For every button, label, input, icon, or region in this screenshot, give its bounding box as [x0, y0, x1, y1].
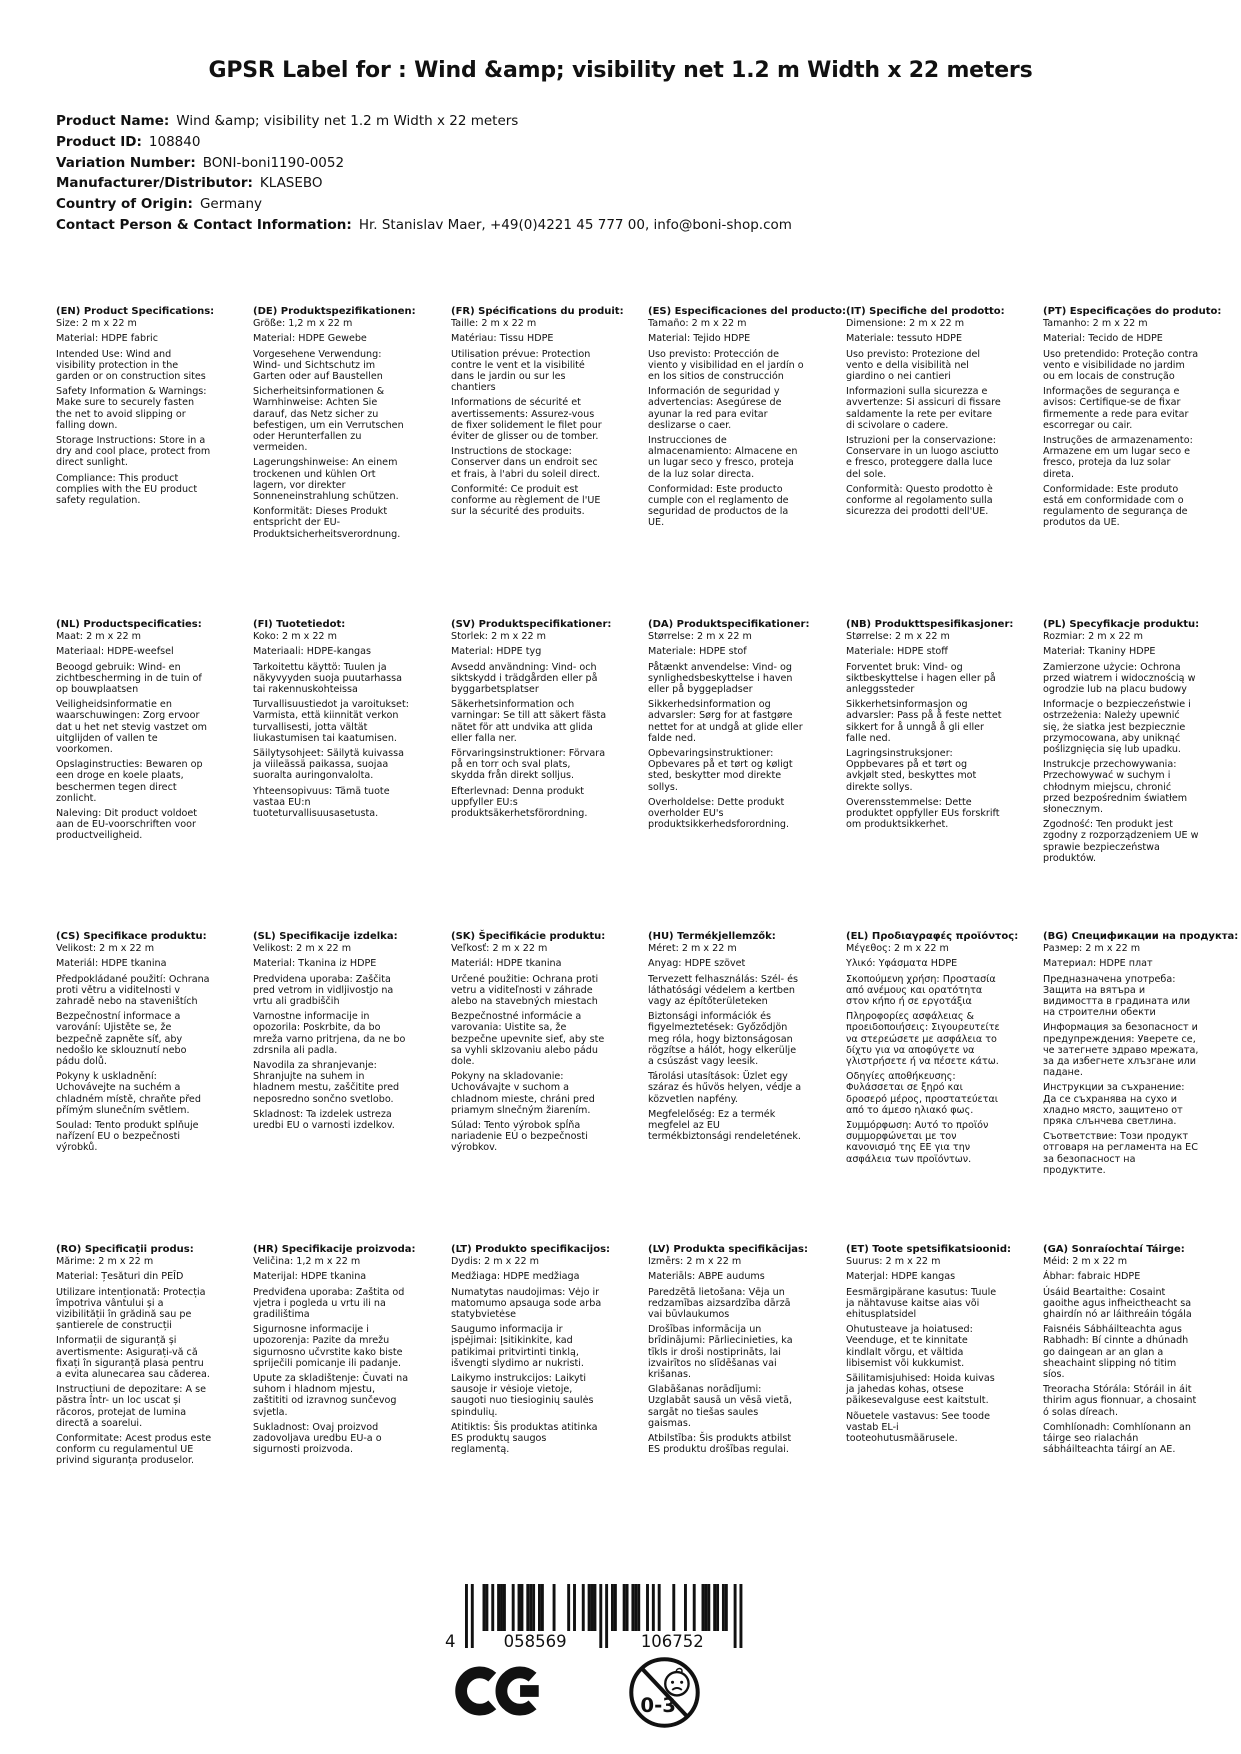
block-title: (SL) Specifikacije izdelka:	[253, 931, 398, 942]
spec-item: Uso previsto: Protezione del vento e della visibilità nel giardino o nei cantieri	[846, 348, 981, 383]
spec-block-ro	[56, 1244, 212, 1471]
spec-item: Materjal: HDPE kangas	[846, 1271, 956, 1283]
spec-item: Beoogd gebruik: Wind- en zichtbescherming in de tuin of op bouwplaatsen	[56, 661, 202, 696]
info-value: 108840	[148, 133, 201, 150]
product-info-line	[56, 156, 792, 170]
spec-item: Größe: 1,2 m x 22 m	[253, 318, 353, 330]
spec-item: Conformité: Ce produit est conforme au règlement de l'UE sur la sécurité des produits.	[451, 483, 601, 518]
spec-block-sv	[451, 619, 612, 823]
spec-item: Storlek: 2 m x 22 m	[451, 631, 546, 643]
block-title: (NL) Productspecificaties:	[56, 619, 202, 630]
spec-item: Instrucciones de almacenamiento: Almacene en un lugar seco y fresco, proteja de la luz solar directa.	[648, 435, 798, 480]
spec-block-fr	[451, 306, 624, 521]
block-title: (FI) Tuotetiedot:	[253, 619, 346, 630]
spec-item: Istruzioni per la conservazione: Conservare in un luogo asciutto e fresco, proteggere dalla luce del sole.	[846, 435, 999, 480]
spec-item: Paredzētā lietošana: Vēja un redzamības aizsardzība dārzā vai būvlaukumos	[648, 1286, 791, 1321]
spec-item: Ohutusteave ja hoiatused: Veenduge, et te kinnitate kindlalt võrgu, et vältida libisemist või kukkumist.	[846, 1324, 973, 1369]
spec-item: Varnostne informacije in opozorila: Poskrbite, da bo mreža varno pritrjena, da ne bo zdrsnila ali padla.	[253, 1011, 406, 1056]
spec-item: Materiál: HDPE tkanina	[56, 958, 167, 970]
product-info-line	[56, 218, 792, 232]
spec-block-ga	[1043, 1244, 1199, 1459]
spec-item: Информация за безопасност и предупреждения: Уверете се, че затегнете здраво мрежата, за да избегнете хлъзгане или падане.	[1043, 1022, 1199, 1079]
spec-item: Información de seguridad y advertencias: Asegúrese de ayunar la red para evitar deslizarse o caer.	[648, 386, 782, 431]
spec-item: Opbevaringsinstruktioner: Opbevares på et tørt og køligt sted, beskytter mod direkte sollys.	[648, 748, 793, 793]
block-title: (SK) Špecifikácie produktu:	[451, 931, 606, 942]
spec-item: Conformitate: Acest produs este conform cu regulamentul UE privind siguranța produselor.	[56, 1433, 212, 1467]
spec-item: Instrucțiuni de depozitare: A se păstra într- un loc uscat și răcoros, protejat de lumina directă a soarelui.	[56, 1384, 207, 1429]
info-label: Manufacturer/Distributor:	[56, 175, 253, 192]
ce-mark-icon	[455, 1664, 539, 1722]
spec-item: Sukladnost: Ovaj proizvod zadovoljava uredbu EU-a o sigurnosti proizvoda.	[253, 1421, 382, 1456]
spec-item: Predvidena uporaba: Zaščita pred vetrom in vidljivostjo na vrtu ali gradbiščih	[253, 973, 394, 1008]
block-title: (EL) Προδιαγραφές προϊόντος:	[846, 931, 1019, 942]
barcode-right-digits: 106752	[640, 1632, 704, 1651]
spec-item: Conformidade: Este produto está em conformidade com o regulamento de segurança de produtos da UE.	[1043, 483, 1188, 529]
baby-face-icon	[665, 1672, 688, 1695]
spec-item: Eesmärgipärane kasutus: Tuule ja nähtavuse kaitse aias või ehitusplatsidel	[846, 1286, 997, 1321]
spec-item: Comhlíonadh: Comhlíonann an táirge seo rialachán sábháilteachta táirgí an AE.	[1043, 1421, 1191, 1456]
spec-item: Material: HDPE fabric	[56, 333, 158, 345]
spec-item: Material: Țesături din PEÎD	[56, 1271, 184, 1283]
info-label: Product ID:	[56, 133, 142, 150]
block-title: (FR) Spécifications du produit:	[451, 306, 624, 317]
spec-item: Předpokládané použití: Ochrana proti větru a viditelnosti v zahradě nebo na staveništích	[56, 973, 210, 1008]
block-title: (SV) Produktspecifikationer:	[451, 619, 612, 630]
block-title: (ET) Toote spetsifikatsioonid:	[846, 1244, 1012, 1255]
spec-item: Storage Instructions: Store in a dry and cool place, protect from direct sunlight.	[56, 435, 211, 469]
block-title: (BG) Спецификации на продукта:	[1043, 931, 1239, 942]
spec-item: Yhteensopivuus: Tämä tuote vastaa EU:n tuoteturvallisuusasetusta.	[253, 785, 390, 820]
spec-item: Vorgesehene Verwendung: Wind- und Sichtschutz im Garten oder auf Baustellen	[253, 348, 383, 383]
spec-item: Πληροφορίες ασφάλειας & προειδοποιήσεις: Σιγουρευτείτε να στερεώσετε με ασφάλεια το δίχτυ για να αποφύγετε να γλιστρήσετε ή να πέσετε κάτω.	[846, 1011, 1000, 1068]
spec-item: Turvallisuustiedot ja varoitukset: Varmista, että kiinnität verkon turvallisesti, jotta vältät liukastumisen tai kaatumisen.	[253, 699, 409, 744]
spec-item: Informations de sécurité et avertissements: Assurez-vous de fixer solidement le filet pour éviter de glisser ou de tomber.	[451, 397, 602, 443]
spec-item: Material: HDPE Gewebe	[253, 333, 367, 345]
spec-item: Atitiktis: Šis produktas atitinka ES produktų saugos reglamentą.	[451, 1421, 598, 1456]
info-label: Product Name:	[56, 113, 170, 129]
spec-item: Drošības informācija un brīdinājumi: Pārliecinieties, ka tīkls ir droši nostiprināts, lai izvairītos no slīdēšanas vai krišanas.	[648, 1324, 793, 1381]
barcode-first-digit: 4	[445, 1632, 456, 1651]
spec-item: Dimensione: 2 m x 22 m	[846, 318, 965, 330]
spec-item: Materiał: Tkaniny HDPE	[1043, 646, 1156, 658]
spec-item: Μέγεθος: 2 m x 22 m	[846, 943, 949, 955]
spec-item: Biztonsági információk és figyelmeztetések: Győződjön meg róla, hogy biztonságosan rögzítse a hálót, hogy elkerülje a csúszást vagy leesik.	[648, 1011, 797, 1068]
spec-item: Safety Information & Warnings: Make sure to securely fasten the net to avoid slipping or falling down.	[56, 386, 207, 431]
spec-item: Matériau: Tissu HDPE	[451, 333, 554, 345]
spec-item: Tarkoitettu käyttö: Tuulen ja näkyvyyden suoja puutarhassa tai rakennuskohteissa	[253, 661, 403, 696]
spec-block-lt	[451, 1244, 611, 1459]
spec-item: Предназначена употреба: Защита на вятъра и видимостта в градината или на строителни обекти	[1043, 973, 1191, 1019]
info-label: Variation Number:	[56, 154, 196, 171]
spec-block-el	[846, 931, 1019, 1169]
spec-block-nb	[846, 619, 1014, 834]
spec-item: Tamanho: 2 m x 22 m	[1043, 318, 1148, 330]
spec-item: Izmērs: 2 m x 22 m	[648, 1256, 742, 1268]
ean13-barcode	[441, 1584, 743, 1655]
spec-item: Pokyny na skladovanie: Uchovávajte v suchom a chladnom mieste, chráni pred priamym slnečným žiarením.	[451, 1071, 595, 1116]
spec-item: Méret: 2 m x 22 m	[648, 943, 737, 955]
spec-block-lv	[648, 1244, 808, 1459]
spec-item: Avsedd användning: Vind- och siktskydd i trädgården eller på byggarbetsplatser	[451, 661, 598, 696]
age-warning-0-3-icon	[628, 1656, 701, 1733]
spec-item: Overensstemmelse: Dette produktet oppfyller EUs forskrift om produktsikkerhet.	[846, 796, 1000, 831]
barcode-left-digits: 058569	[503, 1632, 567, 1651]
spec-item: Säkerhetsinformation och varningar: Se till att säkert fästa nätet för att undvika att glida eller falla ner.	[451, 699, 607, 744]
info-value: Wind &amp; visibility net 1.2 m Width x 22 meters	[176, 113, 519, 129]
spec-item: Instruções de armazenamento: Armazene em um lugar seco e fresco, proteja da luz solar direta.	[1043, 435, 1193, 480]
spec-item: Atbilstība: Šis produkts atbilst ES produktu drošības regulai.	[648, 1433, 792, 1456]
spec-item: Numatytas naudojimas: Vėjo ir matomumo apsauga sode arba statybvietėse	[451, 1286, 602, 1321]
block-title: (DE) Produktspezifikationen:	[253, 306, 416, 317]
spec-item: Megfelelőség: Ez a termék megfelel az EU termékbiztonsági rendeletének.	[648, 1108, 801, 1143]
spec-item: Utilizare intenționată: Protecția împotriva vântului și a vizibilității în grădină sau pe șantierele de construcții	[56, 1286, 206, 1332]
spec-block-cs	[56, 931, 212, 1158]
spec-item: Uso previsto: Protección de viento y visibilidad en el jardín o en los sitios de construcción	[648, 348, 804, 383]
info-value: BONI-boni1190-0052	[202, 154, 345, 171]
block-title: (LV) Produkta specifikācijas:	[648, 1244, 808, 1255]
spec-block-bg	[1043, 931, 1239, 1180]
spec-item: Velikost: 2 m x 22 m	[56, 943, 155, 955]
spec-item: Naleving: Dit product voldoet aan de EU-voorschriften voor productveiligheid.	[56, 808, 198, 842]
spec-block-pl	[1043, 619, 1199, 868]
spec-item: Instructions de stockage: Conserver dans un endroit sec et frais, à l'abri du soleil direct.	[451, 446, 601, 480]
product-info-line	[56, 176, 792, 190]
spec-item: Navodila za shranjevanje: Shranjujte na suhem in hladnem mestu, zaščitite pred neposredno sončno svetlobo.	[253, 1060, 400, 1105]
spec-item: Koko: 2 m x 22 m	[253, 631, 337, 643]
spec-item: Sicherheitsinformationen & Warnhinweise: Achten Sie darauf, das Netz sicher zu befestigen, um ein Verrutschen oder Herunterfallen zu vermeiden.	[253, 386, 404, 454]
block-title: (PT) Especificações do produto:	[1043, 306, 1222, 317]
block-title: (NB) Produkttspesifikasjoner:	[846, 619, 1014, 630]
spec-item: Glabāšanas norādījumi: Uzglabāt sausā un vēsā vietā, sargāt no tiešas saules gaismas.	[648, 1384, 793, 1429]
spec-item: Lagringsinstruksjoner: Oppbevares på et tørt og avkjølt sted, beskyttes mot direkte sollys.	[846, 748, 977, 793]
spec-block-da	[648, 619, 810, 834]
spec-block-it	[846, 306, 1005, 521]
spec-item: Laikymo instrukcijos: Laikyti sausoje ir vėsioje vietoje, saugoti nuo tiesioginių saulės spindulių.	[451, 1373, 594, 1418]
spec-item: Säilitamisjuhised: Hoida kuivas ja jahedas kohas, otsese päikesevalguse eest kaitstult.	[846, 1373, 995, 1407]
spec-block-sl	[253, 931, 409, 1135]
product-info-line	[56, 197, 792, 211]
spec-item: Predviđena uporaba: Zaštita od vjetra i pogleda u vrtu ili na gradilištima	[253, 1286, 405, 1321]
spec-item: Materiāls: ABPE audums	[648, 1271, 765, 1283]
spec-item: Medžiaga: HDPE medžiaga	[451, 1271, 580, 1283]
age-warning-label: 0-3	[640, 1694, 677, 1718]
spec-item: Bezpečnostní informace a varování: Ujistěte se, že bezpečně zapněte síť, aby nedošlo ke sklouznutí nebo pádu dolů.	[56, 1011, 187, 1068]
spec-item: Säilytysohjeet: Säilytä kuivassa ja viileässä paikassa, suojaa suoralta auringonvalolta.	[253, 748, 404, 782]
spec-item: Størrelse: 2 m x 22 m	[648, 631, 752, 643]
block-title: (LT) Produkto specifikacijos:	[451, 1244, 611, 1255]
spec-item: Materiál: HDPE tkanina	[451, 958, 562, 970]
spec-item: Súlad: Tento výrobok spĺňa nariadenie EÚ o bezpečnosti výrobkov.	[451, 1120, 588, 1154]
block-title: (EN) Product Specifications:	[56, 306, 215, 317]
spec-block-pt	[1043, 306, 1222, 533]
spec-item: Faisnéis Sábháilteachta agus Rabhadh: Bí cinnte a dhúnadh go daingean ar an glan a sheachaint slipping nó titim síos.	[1043, 1324, 1189, 1381]
spec-item: Pokyny k uskladnění: Uchovávejte na suchém a chladném místě, chraňte před přímým slunečním světlem.	[56, 1071, 201, 1116]
spec-item: Материал: HDPE плат	[1043, 958, 1153, 970]
spec-item: Material: Tkanina iz HDPE	[253, 958, 377, 970]
product-info-line	[56, 114, 792, 128]
spec-item: Materiale: HDPE stof	[648, 646, 747, 658]
spec-item: Materiale: tessuto HDPE	[846, 333, 963, 345]
spec-item: Förvaringsinstruktioner: Förvara på en torr och sval plats, skydda från direkt solljus.	[451, 748, 606, 782]
spec-item: Materiaali: HDPE-kangas	[253, 646, 372, 658]
block-title: (HR) Specifikacije proizvoda:	[253, 1244, 416, 1255]
spec-item: Material: Tecido de HDPE	[1043, 333, 1163, 345]
spec-item: Инструкции за съхранение: Да се съхранява на сухо и хладно място, защитено от пряка слънчева светлина.	[1043, 1082, 1185, 1128]
product-info-line	[56, 135, 792, 149]
spec-item: Upute za skladištenje: Čuvati na suhom i hladnom mjestu, zaštititi od izravnog sunčevog svjetla.	[253, 1373, 409, 1418]
spec-item: Veličina: 1,2 m x 22 m	[253, 1256, 361, 1268]
spec-block-hr	[253, 1244, 416, 1459]
product-info-section	[56, 114, 792, 239]
spec-item: Materijal: HDPE tkanina	[253, 1271, 367, 1283]
spec-item: Maat: 2 m x 22 m	[56, 631, 141, 643]
spec-item: Skladnost: Ta izdelek ustreza uredbi EU o varnosti izdelkov.	[253, 1108, 395, 1132]
spec-item: Lagerungshinweise: An einem trockenen und kühlen Ort lagern, vor direkter Sonneneinstrahlung schützen.	[253, 457, 399, 503]
spec-block-et	[846, 1244, 1012, 1448]
spec-block-sk	[451, 931, 607, 1158]
spec-item: Påtænkt anvendelse: Vind- og synlighedsbeskyttelse i haven eller på byggepladser	[648, 661, 793, 696]
block-title: (CS) Specifikace produktu:	[56, 931, 207, 942]
spec-item: Bezpečnostné informácie a varovania: Uistite sa, že bezpečne upevnite sieť, aby ste sa vyhli sklzovaniu alebo pádu dole.	[451, 1011, 605, 1068]
info-label: Contact Person & Contact Information:	[56, 216, 352, 233]
spec-item: Saugumo informacija ir įspėjimai: Įsitikinkite, kad patikimai pritvirtinti tinklą, išvengti slydimo ar nukristi.	[451, 1324, 584, 1369]
spec-block-nl	[56, 619, 212, 846]
spec-item: Συμμόρφωση: Αυτό το προϊόν συμμορφώνεται με τον κανονισμό της ΕΕ για την ασφάλεια των προϊόντων.	[846, 1120, 989, 1165]
spec-item: Méid: 2 m x 22 m	[1043, 1256, 1128, 1268]
info-value: Germany	[199, 196, 262, 213]
spec-item: Taille: 2 m x 22 m	[451, 318, 537, 330]
block-title: (GA) Sonraíochtaí Táirge:	[1043, 1244, 1185, 1255]
spec-item: Soulad: Tento produkt splňuje nařízení EU o bezpečnosti výrobků.	[56, 1120, 199, 1154]
spec-item: Úsáid Beartaithe: Cosaint gaoithe agus infheictheacht sa ghairdín nó ar láithreáin tógála	[1043, 1286, 1192, 1321]
spec-item: Conformidad: Este producto cumple con el reglamento de seguridad de productos de la UE.	[648, 483, 789, 529]
spec-block-hu	[648, 931, 804, 1146]
spec-item: Sigurnosne informacije i upozorenja: Pazite da mrežu sigurnosno učvrstite kako biste spriječili pomicanje ili padanje.	[253, 1324, 403, 1369]
spec-item: Sikkerhedsinformation og advarsler: Sørg for at fastgøre nettet for at undgå at glide eller falde ned.	[648, 699, 803, 744]
spec-item: Rozmiar: 2 m x 22 m	[1043, 631, 1143, 643]
spec-item: Размер: 2 m x 22 m	[1043, 943, 1141, 955]
spec-item: Conformità: Questo prodotto è conforme al regolamento sulla sicurezza dei prodotti dell'UE.	[846, 483, 993, 518]
spec-item: Intended Use: Wind and visibility protection in the garden or on construction sites	[56, 348, 206, 383]
spec-item: Určené použitie: Ochrana proti vetru a viditeľnosti v záhrade alebo na stavebných miestach	[451, 973, 599, 1008]
spec-item: Suurus: 2 m x 22 m	[846, 1256, 941, 1268]
spec-item: Compliance: This product complies with the EU product safety regulation.	[56, 472, 198, 507]
spec-item: Uso pretendido: Proteção contra vento e visibilidade no jardim ou em locais de construção	[1043, 348, 1199, 383]
spec-item: Tervezett felhasználás: Szél- és láthatósági védelem a kertben vagy az építőterületeken	[648, 973, 798, 1008]
spec-block-de	[253, 306, 416, 544]
block-title: (RO) Specificații produs:	[56, 1244, 194, 1255]
page-title: GPSR Label for : Wind &amp; visibility net 1.2 m Width x 22 meters	[208, 58, 1033, 83]
spec-item: Tárolási utasítások: Üzlet egy száraz és hűvös helyen, védje a közvetlen napfény.	[648, 1071, 802, 1105]
spec-item: Forventet bruk: Vind- og siktbeskyttelse i hagen eller på anleggssteder	[846, 661, 996, 696]
spec-item: Efterlevnad: Denna produkt uppfyller EU:s produktsäkerhetsförordning.	[451, 785, 588, 820]
spec-item: Tamaño: 2 m x 22 m	[648, 318, 747, 330]
spec-item: Informații de siguranță și avertismente: Asigurați-vă că fixați în siguranță plasa pentru a evita alunecarea sau căderea.	[56, 1335, 210, 1381]
block-title: (ES) Especificaciones del producto:	[648, 306, 847, 317]
spec-item: Materiale: HDPE stoff	[846, 646, 948, 658]
block-title: (PL) Specyfikacje produktu:	[1043, 619, 1200, 630]
spec-item: Dydis: 2 m x 22 m	[451, 1256, 539, 1268]
spec-item: Informações de segurança e avisos: Certifique-se de fixar firmemente a rede para evitar escorregar ou cair.	[1043, 386, 1189, 431]
info-label: Country of Origin:	[56, 196, 193, 213]
info-value: KLASEBO	[259, 175, 323, 192]
spec-item: Informacje o bezpieczeństwie i ostrzeżenia: Należy upewnić się, że siatka jest bezpiecznie przymocowana, aby uniknąć poślizgnięcia się lub upadku.	[1043, 699, 1191, 756]
spec-item: Mărime: 2 m x 22 m	[56, 1256, 154, 1268]
spec-item: Materiaal: HDPE-weefsel	[56, 646, 174, 658]
info-value: Hr. Stanislav Maer, +49(0)4221 45 777 00, info@boni-shop.com	[358, 216, 792, 233]
spec-item: Veiligheidsinformatie en waarschuwingen: Zorg ervoor dat u het net stevig vastzet om uitglijden of vallen te voorkomen.	[56, 699, 207, 756]
spec-item: Material: HDPE tyg	[451, 646, 542, 658]
spec-item: Instrukcje przechowywania: Przechowywać w suchym i chłodnym miejscu, chronić przed bezpośrednim światłem słonecznym.	[1043, 759, 1188, 816]
spec-item: Utilisation prévue: Protection contre le vent et la visibilité dans le jardin ou sur les chantiers	[451, 348, 591, 394]
spec-item: Informazioni sulla sicurezza e avvertenze: Si assicuri di fissare saldamente la rete per evitare di scivolare o cadere.	[846, 386, 1001, 431]
spec-block-fi	[253, 619, 409, 823]
spec-item: Konformität: Dieses Produkt entspricht der EU-Produktsicherheitsverordnung.	[253, 506, 401, 540]
spec-block-es	[648, 306, 847, 533]
spec-item: Material: Tejido HDPE	[648, 333, 751, 345]
spec-item: Nõuetele vastavus: See toode vastab EL-i tooteohutusmäärusele.	[846, 1410, 990, 1445]
block-title: (HU) Termékjellemzők:	[648, 931, 776, 942]
spec-item: Veľkosť: 2 m x 22 m	[451, 943, 548, 955]
spec-block-en	[56, 306, 215, 510]
spec-item: Οδηγίες αποθήκευσης: Φυλάσσεται σε ξηρό και δροσερό μέρος, προστατεύεται από το άμεσο ηλιακό φως.	[846, 1071, 999, 1116]
spec-item: Overholdelse: Dette produkt overholder EU's produktsikkerhedsforordning.	[648, 796, 790, 831]
spec-item: Σκοπούμενη χρήση: Προστασία από ανέμους και ορατότητα στον κήπο ή σε εργοτάξια	[846, 973, 996, 1008]
spec-item: Ábhar: fabraic HDPE	[1043, 1271, 1141, 1283]
spec-item: Size: 2 m x 22 m	[56, 318, 137, 330]
spec-item: Anyag: HDPE szövet	[648, 958, 746, 970]
spec-item: Съответствие: Този продукт отговаря на регламента на ЕС за безопасност на продуктите.	[1043, 1131, 1198, 1176]
spec-item: Υλικό: Υφάσματα HDPE	[846, 958, 958, 970]
block-title: (DA) Produktspecifikationer:	[648, 619, 810, 630]
spec-item: Størrelse: 2 m x 22 m	[846, 631, 950, 643]
spec-item: Opslaginstructies: Bewaren op een droge en koele plaats, beschermen tegen direct zonlicht.	[56, 759, 203, 804]
spec-item: Zamierzone użycie: Ochrona przed wiatrem i widocznością w ogrodzie lub na placu budowy	[1043, 661, 1196, 696]
spec-item: Velikost: 2 m x 22 m	[253, 943, 352, 955]
spec-item: Sikkerhetsinformasjon og advarsler: Pass på å feste nettet sikkert for å unngå å gli eller falle ned.	[846, 699, 1002, 744]
block-title: (IT) Specifiche del prodotto:	[846, 306, 1005, 317]
spec-item: Zgodność: Ten produkt jest zgodny z rozporządzeniem UE w sprawie bezpieczeństwa produktów.	[1043, 819, 1199, 864]
spec-item: Treoracha Stórála: Stóráil in áit thirim agus fionnuar, a chosaint ó solas díreach.	[1043, 1384, 1197, 1418]
